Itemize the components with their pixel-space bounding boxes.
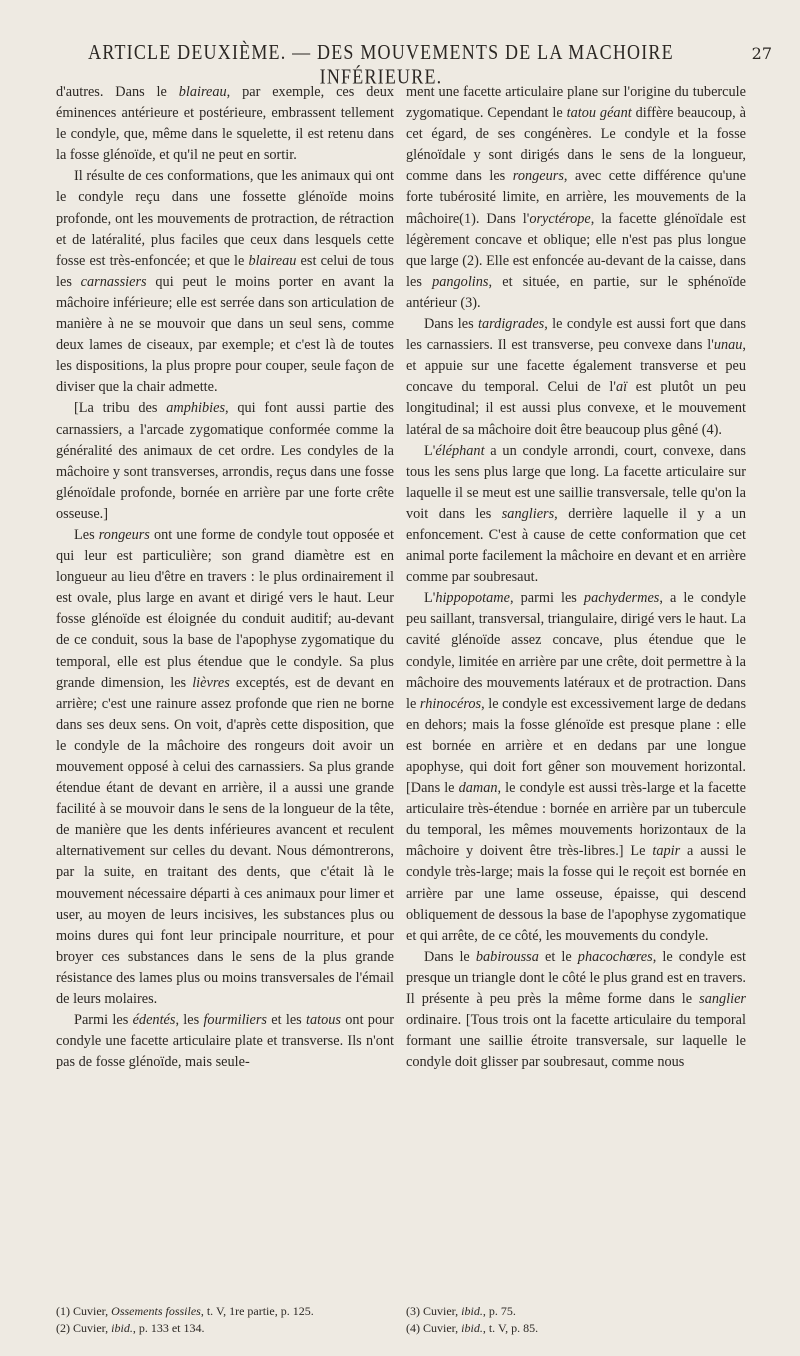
running-title: ARTICLE DEUXIÈME. — DES MOUVEMENTS DE LA MACHOIRE INFÉRIEURE. [88, 40, 674, 88]
footnote: (2) Cuvier, ibid., p. 133 et 134. [56, 1321, 205, 1335]
footnotes-left [56, 1303, 396, 1337]
footnote: (3) Cuvier, ibid., p. 75. [406, 1304, 516, 1318]
footnote: (4) Cuvier, ibid., t. V, p. 85. [406, 1321, 539, 1335]
paragraph: Dans le babiroussa et le phacochœres, le condyle est presque un triangle dont le côté le plus grand est en travers. Il présente à peu près la même forme dans le sanglier ordinaire. [Tous trois ont la facette articulaire du temporal formant une saillie étroite transversale, sur laquelle le condyle doit glisser par soubresaut, comme nous [406, 948, 746, 1071]
paragraph: Dans les tardigrades, le condyle est aussi fort que dans les carnassiers. Il est transverse, peu convexe dans l'unau, et appuie sur une facette également transverse et peu concave du temporal. Celui de l'aï est plutôt un peu longitudinal; il est aussi plus convexe, et le mouvement latéral de sa mâchoire doit être beaucoup plus gêné (4). [406, 316, 746, 438]
paragraph: Les rongeurs ont une forme de condyle tout opposée et qui leur est particulière; son grand diamètre est en longueur au lieu d'être en travers : le plus ordinairement il est ovale, plus large en avant et dirigé vers le haut. Leur fosse glénoïde est éloignée du conduit auditif; au-devant de ce conduit, sous la base de l'apophyse zygomatique du temporal, elle est plus étendue que le condyle. Sa plus grande dimension, les lièvres exceptés, est de devant en arrière; c'est une rainure assez profonde que rien ne borne dans ses deux sens. On voit, d'après cette disposition, que le condyle de la mâchoire des rongeurs doit avoir un mouvement opposé à celui des carnassiers. Sa plus grande étendue étant de devant en arrière, il a aussi une grande facilité à se mouvoir dans le sens de la longueur de la tête, de manière que les dents inférieures avancent et reculent alternativement sur celles du devant. Nous démontrerons, par la suite, en traitant des dents, que c'était là le mouvement nécessaire départi à ces animaux pour limer et user, au moyen de leurs incisives, les substances plus ou moins dures qui font leur principale nourriture, et pour broyer ces substances dans le sens de la plus grande résistance des lames plus ou moins transversales de l'émail de leurs molaires. [56, 526, 394, 1008]
paragraph: Parmi les édentés, les fourmiliers et les tatous ont pour condyle une facette articulaire plate et transverse. Ils n'ont pas de fosse glénoïde, mais seule- [56, 1012, 395, 1071]
paragraph: ment une facette articulaire plane sur l'origine du tubercule zygomatique. Cependant le tatou géant diffère beaucoup, à cet égard, de ses congénères. Le condyle et la fosse glénoïdale y sont dirigés dans le sens de la longueur, comme dans les rongeurs, avec cette différence qu'une forte tubérosité limite, en arrière, les mouvements de la mâchoire(1). Dans l'oryctérope, la facette glénoïdale est légèrement concave et oblique; elle n'est pas plus longue que large (2). Elle est enfoncée au-devant de la caisse, dans les pangolins, et située, en partie, sur le sphénoïde antérieur (3). [406, 84, 746, 311]
paragraph: d'autres. Dans le blaireau, par exemple, ces deux éminences antérieure et postérieure, embrassent tellement le condyle, que, même dans le squelette, il est retenu dans la fosse glénoïde, et qu'il ne peut en sortir. [56, 84, 394, 164]
footnote: (1) Cuvier, Ossements fossiles, t. V, 1re partie, p. 125. [56, 1304, 314, 1318]
paragraph: [La tribu des amphibies, qui font aussi partie des carnassiers, a l'arcade zygomatique conformée comme la généralité des animaux de cet ordre. Les condyles de la mâchoire y sont transverses, arrondis, reçus dans une fosse glénoïdale profonde, bornée en arrière par une forte crête osseuse.] [56, 400, 394, 522]
paragraph: Il résulte de ces conformations, que les animaux qui ont le condyle reçu dans une fossette glénoïde moins profonde, ont les mouvements de protraction, de rétraction et de latéralité, plus faciles que ceux dans lesquels cette fosse est très-enfoncée; et que le blaireau est celui de tous les carnassiers qui peut le moins porter en avant la mâchoire inférieure; elle est serrée dans son articulation de manière à ne se mouvoir que dans un seul sens, comme deux lames de ciseaux, par exemple; et c'est là de toutes les dispositions, la plus propre pour couper, seule façon de diviser que la chair admette. [56, 168, 394, 396]
footnotes-right [406, 1303, 746, 1337]
right-column [406, 82, 746, 1073]
running-header [30, 40, 772, 88]
paragraph: L'hippopotame, parmi les pachydermes, a le condyle peu saillant, transversal, triangulaire, dirigé vers le haut. La cavité glénoïde assez concave, plus étendue que le condyle, limitée en arrière par une crête, doit permettre à la mâchoire des mouvements latéraux et de protraction. Dans le rhinocéros, le condyle est excessivement large de dedans en dehors; mais la fosse glénoïde est presque plane : elle est bornée en arrière et en dedans par une longue apophyse, qui doit fort gêner son mouvement horizontal. [Dans le daman, le condyle est aussi très-large et la facette articulaire très-étendue : bornée en arrière par un tubercule du temporal, les mêmes mouvements horizontaux de la mâchoire y doivent être très-libres.] Le tapir a aussi le condyle très-large; mais la fosse qui le reçoit est bornée en arrière par une lame osseuse, épaisse, qui descend obliquement de dessous la base de l'apophyse zygomatique et qui arrête, de ce côté, les mouvements du condyle. [406, 590, 747, 944]
paragraph: L'éléphant a un condyle arrondi, court, convexe, dans tous les sens plus large que long. La facette articulaire sur laquelle il se meut est une saillie transversale, telle qu'on la voit dans les sangliers, derrière laquelle il y a un enfoncement. C'est à cause de cette conformation que cet animal porte facilement la mâchoire en devant et en arrière comme par soubresaut. [406, 442, 746, 586]
page-number: 27 [751, 44, 772, 63]
left-column [56, 82, 394, 1073]
